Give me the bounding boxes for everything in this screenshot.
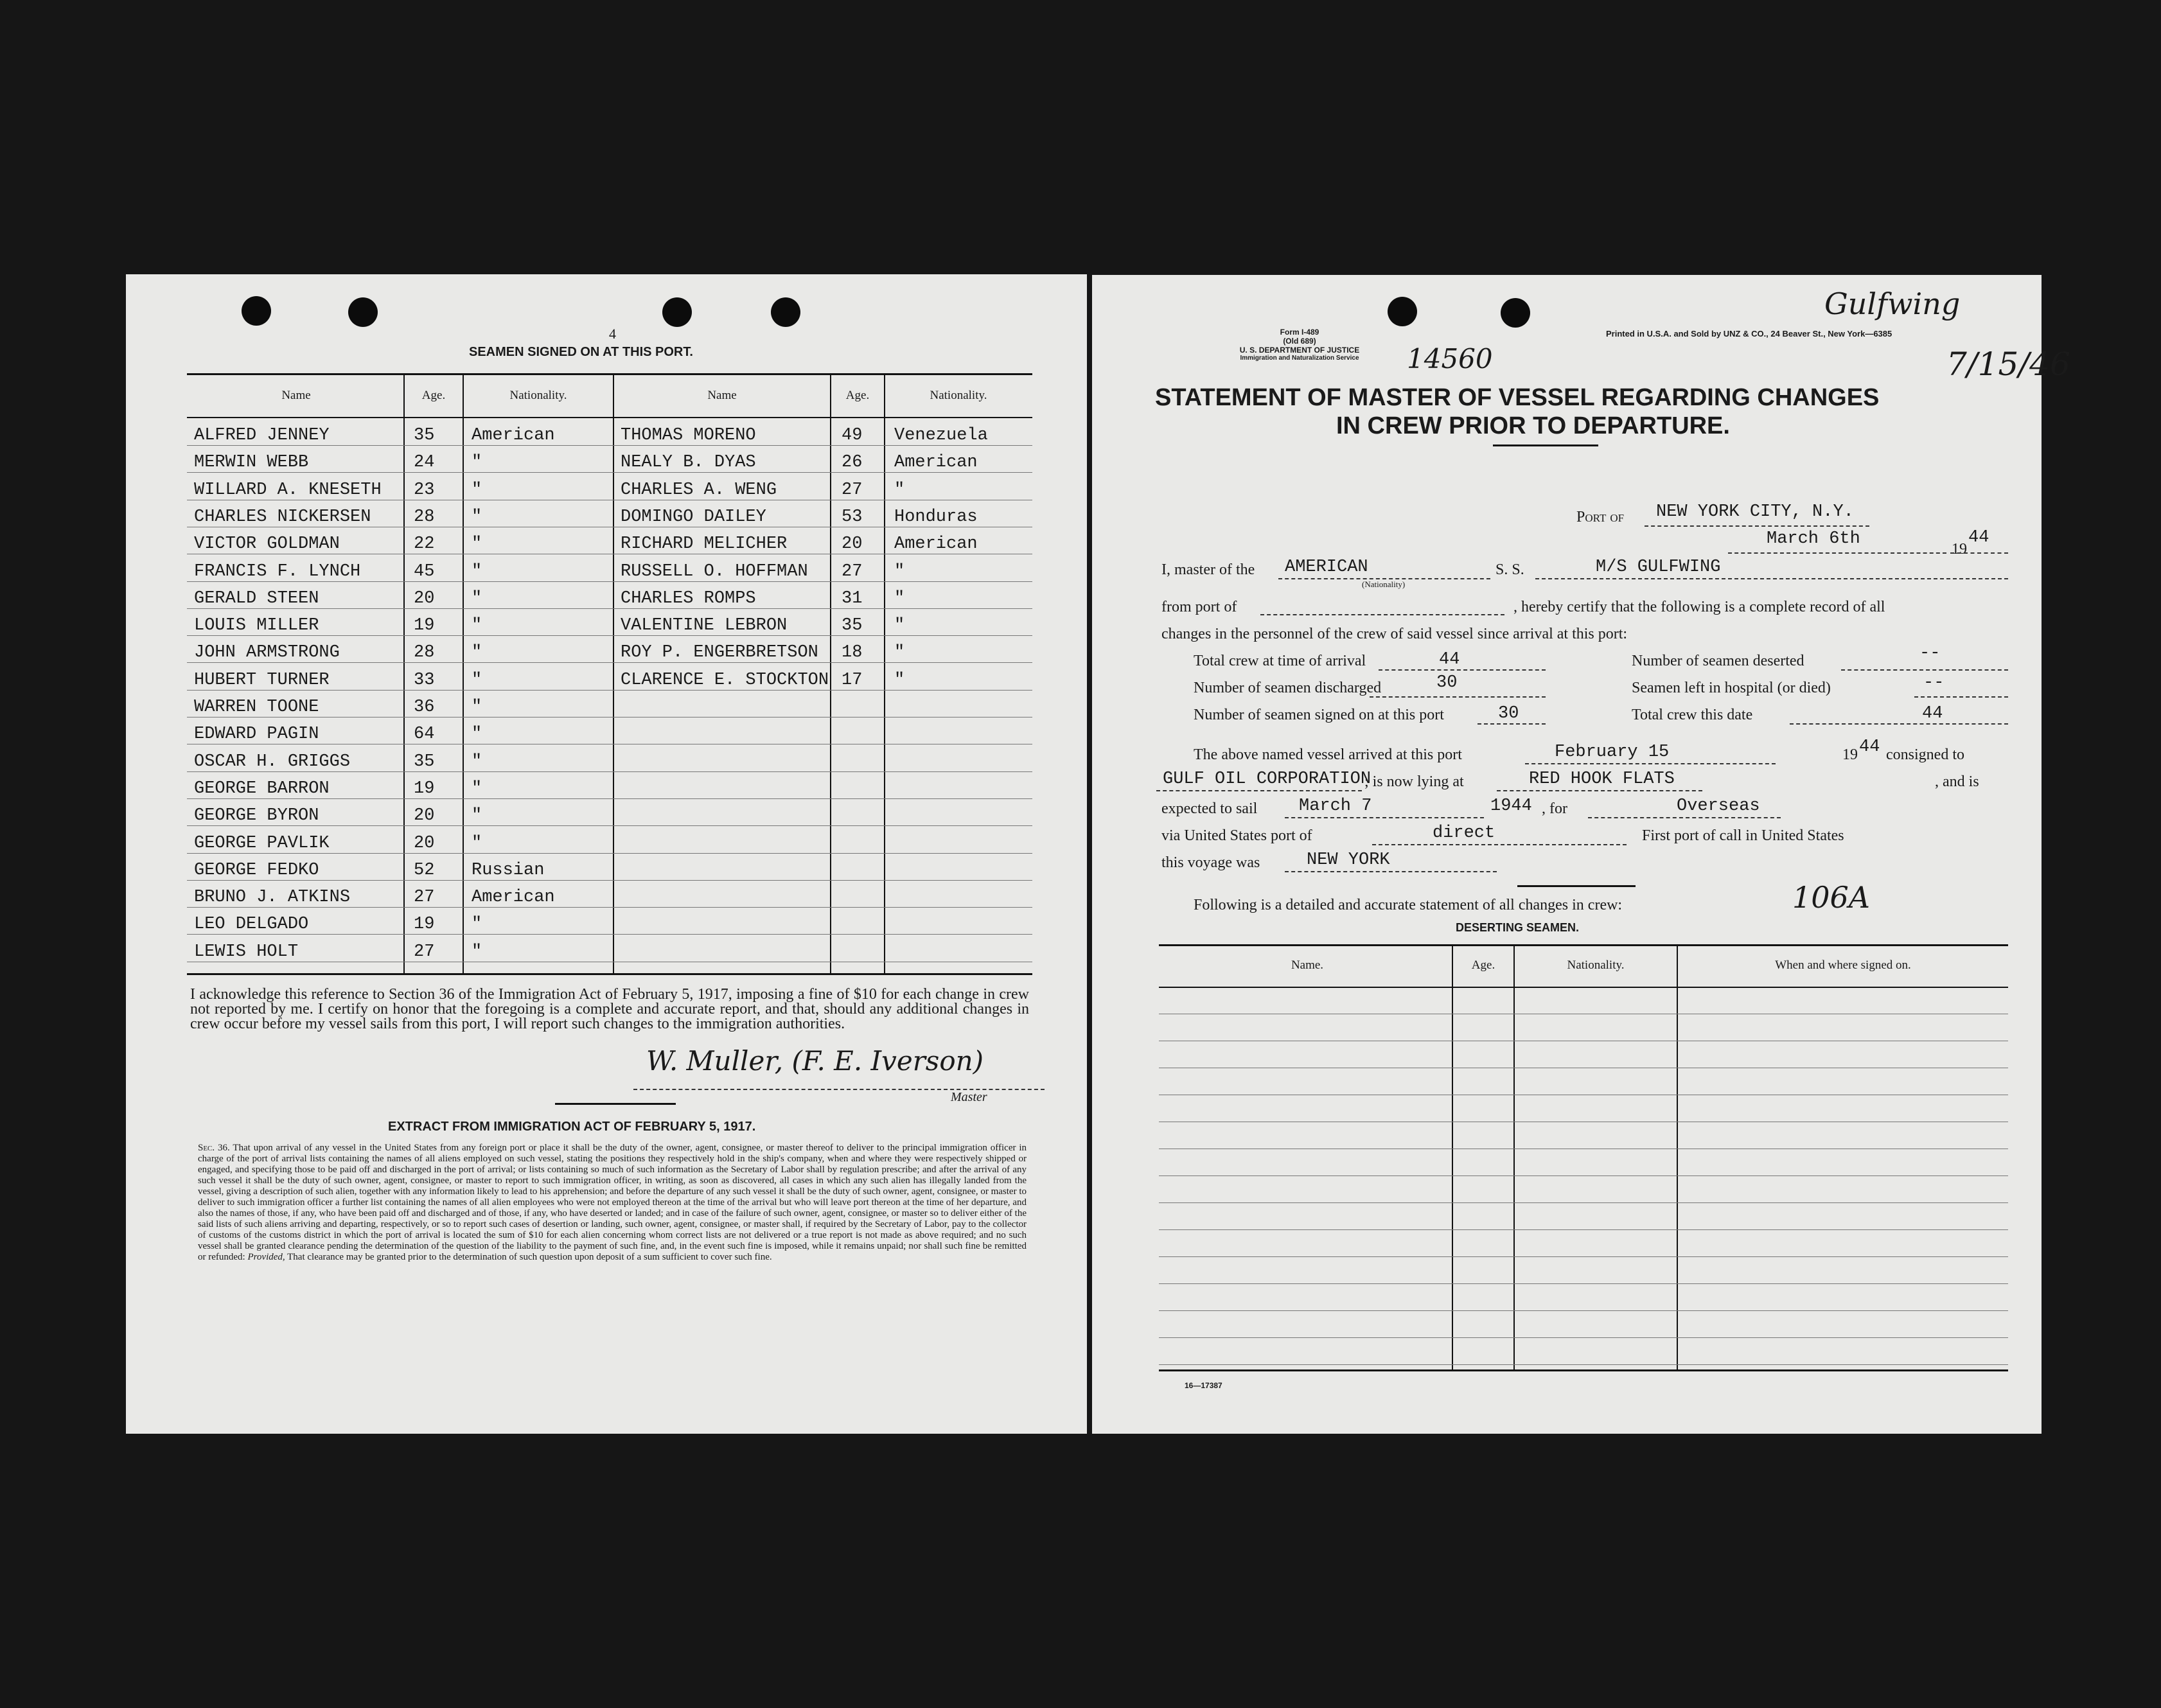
extract-title: EXTRACT FROM IMMIGRATION ACT OF FEBRUARY 5, 1917. bbox=[388, 1120, 756, 1134]
deserting-row-line bbox=[1159, 1229, 2008, 1230]
extract-body: Sec. 36. That upon arrival of any vessel in the United States from any foreign port or place it shall be the duty of the owner, agent, consignee, or master thereof to deliver to the principal immigration officer in charge of the port of arrival lists containing the names of all aliens employed on such vessel, stating the positions they respectively hold in the ship's company, when and where they were respectively shipped or engaged, and specifying those to be paid off and discharged in the port of arrival; or lists containing so much of such information as the Secretary of Labor shall by regulation prescribe; and after the arrival of any such vessel it shall be the duty of such owner, agent, consignee, or master to report to such immigration officer, in writing, as soon as discovered, all cases in which any such alien has illegally landed from the vessel, giving a description of such alien, together with any information likely to lead to his apprehension; and before the departure of any such vessel it shall be the duty of such owner, agent, consignee, or master to deliver to such immigration officer a further list containing the names of all alien employees who were not employed thereon at the time of the arrival but who will leave port thereon at the time of her departure, and also the names of those, if any, who have been paid off and discharged and of those, if any, who have deserted or landed; and in case of the failure of such owner, agent, consignee, or master so to deliver either of the said lists of such aliens arriving and departing, respectively, or so to report such cases of desertion or landing, such owner, agent, consignee, or master shall, if required by the Secretary of Labor, pay to the collector of customs of the customs district in which the port of arrival is located the sum of $10 for each alien concerning whom correct lists are not delivered or a true report is not made as above required; and no such vessel shall be granted clearance pending the determination of the question of the liability to the payment of such fine, and, in the event such fine is imposed, while it remains unpaid; nor shall such fine be remitted or refunded: Provided, That clearance may be granted prior to the determination of such question upon deposit of a sum sufficient to cover such fine. bbox=[198, 1143, 1027, 1262]
consignee-value: GULF OIL CORPORATION bbox=[1163, 770, 1372, 789]
from-port-label: from port of bbox=[1161, 599, 1237, 615]
total-crew-arrival-value: 44 bbox=[1439, 650, 1460, 669]
total-crew-date-label: Total crew this date bbox=[1632, 707, 1753, 723]
year-suffix: 44 bbox=[1968, 528, 1989, 547]
voyage-label: this voyage was bbox=[1161, 854, 1260, 871]
vessel-value: M/S GULFWING bbox=[1596, 558, 1721, 577]
seaman-name: HUBERT TURNER bbox=[194, 670, 330, 690]
via-label: via United States port of bbox=[1161, 827, 1312, 844]
deserting-title: DESERTING SEAMEN. bbox=[1456, 921, 1580, 934]
changes-text: changes in the personnel of the crew of said vessel since arrival at this port: bbox=[1161, 626, 1628, 642]
seaman-nationality: Venezuela bbox=[894, 426, 988, 445]
date-value: March 6th bbox=[1767, 529, 1860, 549]
seaman-name: LEO DELGADO bbox=[194, 915, 309, 935]
handwritten-number: 14560 bbox=[1407, 343, 1493, 374]
form-title-line1: STATEMENT OF MASTER OF VESSEL REGARDING CHANGES bbox=[1155, 384, 1880, 411]
lying-value: RED HOOK FLATS bbox=[1529, 770, 1675, 789]
seaman-nationality: American bbox=[894, 453, 978, 473]
printer-note: Printed in U.S.A. and Sold by UNZ & CO., 24 Beaver St., New York—6385 bbox=[1606, 329, 1892, 339]
col-header-nationality: Nationality. bbox=[509, 389, 567, 402]
seaman-name: DOMINGO DAILEY bbox=[621, 507, 766, 527]
seaman-name: FRANCIS F. LYNCH bbox=[194, 561, 361, 581]
seaman-nationality: " bbox=[472, 480, 482, 500]
seaman-nationality: " bbox=[472, 534, 482, 554]
seaman-name: NEALY B. DYAS bbox=[621, 453, 756, 473]
seaman-name: BRUNO J. ATKINS bbox=[194, 888, 351, 908]
seaman-age: 49 bbox=[842, 426, 863, 445]
seaman-nationality: Russian bbox=[472, 860, 545, 880]
seaman-age: 27 bbox=[842, 480, 863, 500]
seaman-age: 28 bbox=[414, 643, 435, 663]
seaman-name: ALFRED JENNEY bbox=[194, 426, 330, 445]
seaman-nationality: " bbox=[472, 915, 482, 935]
seaman-nationality: " bbox=[472, 588, 482, 608]
seaman-age: 24 bbox=[414, 453, 435, 473]
col-header-age: Age. bbox=[421, 389, 446, 402]
seaman-name: CLARENCE E. STOCKTON bbox=[621, 670, 829, 690]
signed-on-label: Number of seamen signed on at this port bbox=[1194, 707, 1444, 723]
sail-value: March 7 bbox=[1299, 797, 1372, 816]
des-header-nationality: Nationality. bbox=[1567, 958, 1625, 972]
seaman-name: THOMAS MORENO bbox=[621, 426, 756, 445]
seaman-age: 33 bbox=[414, 670, 435, 690]
seaman-age: 18 bbox=[842, 643, 863, 663]
seaman-age: 35 bbox=[842, 616, 863, 636]
punch-hole bbox=[771, 297, 800, 327]
seaman-age: 20 bbox=[842, 534, 863, 554]
right-page bbox=[1092, 275, 2070, 1434]
seaman-age: 19 bbox=[414, 779, 435, 798]
seaman-name: GEORGE BYRON bbox=[194, 806, 319, 826]
seaman-name: MERWIN WEBB bbox=[194, 453, 309, 473]
deserting-row-line bbox=[1159, 1175, 2008, 1176]
sail-year: 1944 bbox=[1490, 797, 1532, 816]
first-port-label: First port of call in United States bbox=[1642, 827, 1844, 844]
following-label: Following is a detailed and accurate statement of all changes in crew: bbox=[1194, 897, 1623, 913]
punch-hole bbox=[662, 297, 692, 327]
seaman-name: CHARLES NICKERSEN bbox=[194, 507, 371, 527]
des-header-name: Name. bbox=[1291, 958, 1324, 972]
seaman-age: 36 bbox=[414, 698, 435, 717]
punch-hole bbox=[242, 296, 271, 326]
seaman-name: JOHN ARMSTRONG bbox=[194, 643, 340, 663]
discharged-label: Number of seamen discharged bbox=[1194, 680, 1382, 696]
seaman-name: GEORGE FEDKO bbox=[194, 860, 319, 880]
seaman-age: 35 bbox=[414, 426, 435, 445]
seaman-name: RUSSELL O. HOFFMAN bbox=[621, 561, 808, 581]
seaman-name: OSCAR H. GRIGGS bbox=[194, 752, 351, 771]
seaman-age: 53 bbox=[842, 507, 863, 527]
col-header-age: Age. bbox=[845, 389, 870, 402]
col-header-name: Name bbox=[281, 389, 311, 402]
hospital-label: Seamen left in hospital (or died) bbox=[1632, 680, 1831, 696]
ss-label: S. S. bbox=[1495, 561, 1524, 578]
seaman-nationality: " bbox=[472, 616, 482, 636]
total-crew-arrival-label: Total crew at time of arrival bbox=[1194, 653, 1366, 669]
seaman-nationality: Honduras bbox=[894, 507, 978, 527]
hospital-value: -- bbox=[1923, 673, 1945, 692]
seaman-name: VALENTINE LEBRON bbox=[621, 616, 788, 636]
certify-text: , hereby certify that the following is a complete record of all bbox=[1513, 599, 1885, 615]
expected-label: expected to sail bbox=[1161, 800, 1258, 817]
seaman-nationality: " bbox=[894, 670, 905, 690]
section-title: SEAMEN SIGNED ON AT THIS PORT. bbox=[469, 345, 693, 359]
arrived-year-suffix: 44 bbox=[1859, 737, 1880, 757]
seaman-nationality: " bbox=[472, 942, 482, 962]
form-number: Form I-489 (Old 689) U. S. DEPARTMENT OF JUSTICE Immigration and Naturalization Service bbox=[1239, 328, 1360, 362]
seaman-nationality: " bbox=[472, 725, 482, 744]
handwritten-corner-note: Gulfwing bbox=[1824, 286, 1961, 321]
des-header-when: When and where signed on. bbox=[1775, 958, 1911, 972]
handwritten-date: 7/15/46 bbox=[1946, 346, 2070, 383]
seaman-age: 64 bbox=[414, 725, 435, 744]
col-header-name: Name bbox=[707, 389, 737, 402]
master-label: Master bbox=[951, 1090, 987, 1104]
punch-hole bbox=[1388, 297, 1417, 326]
seaman-name: GERALD STEEN bbox=[194, 588, 319, 608]
seaman-age: 19 bbox=[414, 915, 435, 935]
deserting-row-line bbox=[1159, 1256, 2008, 1257]
consigned-label: consigned to bbox=[1886, 746, 1964, 763]
seaman-nationality: " bbox=[472, 752, 482, 771]
footer-code: 16—17387 bbox=[1185, 1381, 1222, 1390]
deserting-row-line bbox=[1159, 1202, 2008, 1203]
seaman-age: 23 bbox=[414, 480, 435, 500]
seaman-nationality: " bbox=[472, 779, 482, 798]
port-label: Port of bbox=[1576, 509, 1625, 525]
seaman-nationality: " bbox=[894, 561, 905, 581]
seaman-age: 22 bbox=[414, 534, 435, 554]
seaman-name: EDWARD PAGIN bbox=[194, 725, 319, 744]
seaman-age: 52 bbox=[414, 860, 435, 880]
deserting-row-line bbox=[1159, 1310, 2008, 1311]
seaman-age: 26 bbox=[842, 453, 863, 473]
seaman-age: 19 bbox=[414, 616, 435, 636]
for-label: , for bbox=[1542, 800, 1567, 817]
seaman-name: GEORGE PAVLIK bbox=[194, 833, 330, 853]
seaman-nationality: " bbox=[472, 698, 482, 717]
master-signature: W. Muller, (F. E. Iverson) bbox=[646, 1045, 984, 1077]
nationality-caption: (Nationality) bbox=[1362, 579, 1406, 589]
seaman-nationality: " bbox=[894, 616, 905, 636]
arrived-label: The above named vessel arrived at this port bbox=[1194, 746, 1462, 763]
seaman-age: 20 bbox=[414, 806, 435, 826]
deserted-label: Number of seamen deserted bbox=[1632, 653, 1804, 669]
deserting-row-line bbox=[1159, 1283, 2008, 1284]
seaman-age: 27 bbox=[842, 561, 863, 581]
arrived-year-prefix: 19 bbox=[1842, 746, 1858, 763]
and-is-label: , and is bbox=[1935, 773, 1979, 790]
seaman-age: 20 bbox=[414, 833, 435, 853]
seaman-nationality: " bbox=[894, 588, 905, 608]
seaman-name: ROY P. ENGERBRETSON bbox=[621, 643, 818, 663]
seaman-nationality: " bbox=[472, 507, 482, 527]
voyage-value: NEW YORK bbox=[1307, 850, 1390, 870]
seaman-age: 35 bbox=[414, 752, 435, 771]
seaman-nationality: " bbox=[472, 561, 482, 581]
punch-hole bbox=[348, 297, 378, 327]
total-crew-date-value: 44 bbox=[1922, 704, 1943, 723]
page-number: 4 bbox=[609, 326, 616, 342]
seaman-name: CHARLES A. WENG bbox=[621, 480, 777, 500]
form-title-line2: IN CREW PRIOR TO DEPARTURE. bbox=[1336, 412, 1730, 439]
seaman-nationality: " bbox=[472, 670, 482, 690]
seaman-name: LEWIS HOLT bbox=[194, 942, 299, 962]
seaman-name: LOUIS MILLER bbox=[194, 616, 319, 636]
arrived-value: February 15 bbox=[1555, 743, 1670, 762]
via-value: direct bbox=[1433, 823, 1495, 843]
seaman-age: 20 bbox=[414, 588, 435, 608]
seaman-age: 45 bbox=[414, 561, 435, 581]
nationality-value: AMERICAN bbox=[1285, 558, 1368, 577]
col-header-nationality: Nationality. bbox=[930, 389, 987, 402]
seaman-nationality: American bbox=[894, 534, 978, 554]
seaman-name: WILLARD A. KNESETH bbox=[194, 480, 382, 500]
seaman-nationality: " bbox=[472, 833, 482, 853]
seaman-nationality: American bbox=[472, 426, 555, 445]
master-of-label: I, master of the bbox=[1161, 561, 1255, 578]
seaman-name: WARREN TOONE bbox=[194, 698, 319, 717]
seaman-age: 27 bbox=[414, 888, 435, 908]
seaman-name: RICHARD MELICHER bbox=[621, 534, 788, 554]
seaman-age: 17 bbox=[842, 670, 863, 690]
discharged-value: 30 bbox=[1436, 673, 1458, 692]
left-page bbox=[126, 274, 1087, 1434]
seaman-name: VICTOR GOLDMAN bbox=[194, 534, 340, 554]
des-header-age: Age. bbox=[1471, 958, 1495, 972]
lying-label: ; is now lying at bbox=[1364, 773, 1464, 790]
port-value: NEW YORK CITY, N.Y. bbox=[1656, 502, 1854, 522]
seaman-name: GEORGE BARRON bbox=[194, 779, 330, 798]
deserting-row-line bbox=[1159, 1337, 2008, 1338]
seaman-nationality: " bbox=[472, 643, 482, 663]
seaman-nationality: " bbox=[472, 806, 482, 826]
deserted-value: -- bbox=[1919, 644, 1941, 663]
seaman-nationality: " bbox=[472, 453, 482, 473]
stamp-106a: 106A bbox=[1792, 880, 1871, 915]
destination-value: Overseas bbox=[1677, 797, 1760, 816]
seaman-nationality: " bbox=[894, 643, 905, 663]
seaman-nationality: American bbox=[472, 888, 555, 908]
acknowledgement-text: I acknowledge this reference to Section 36 of the Immigration Act of February 5, 1917, imposing a fine of $10 for each change in crew not reported by me. I certify on honor that the foregoing is a complete and accurate report, and that, should any additional changes in crew occur before my vessel sails from this port, I will report such changes to the immigration authorities. bbox=[190, 986, 1029, 1032]
punch-hole bbox=[1501, 298, 1530, 328]
seaman-age: 31 bbox=[842, 588, 863, 608]
seaman-age: 28 bbox=[414, 507, 435, 527]
seaman-nationality: " bbox=[894, 480, 905, 500]
deserting-row-line bbox=[1159, 1364, 2008, 1365]
year-prefix: 19 bbox=[1952, 541, 1967, 558]
signed-on-value: 30 bbox=[1498, 704, 1519, 723]
seaman-age: 27 bbox=[414, 942, 435, 962]
seaman-name: CHARLES ROMPS bbox=[621, 588, 756, 608]
